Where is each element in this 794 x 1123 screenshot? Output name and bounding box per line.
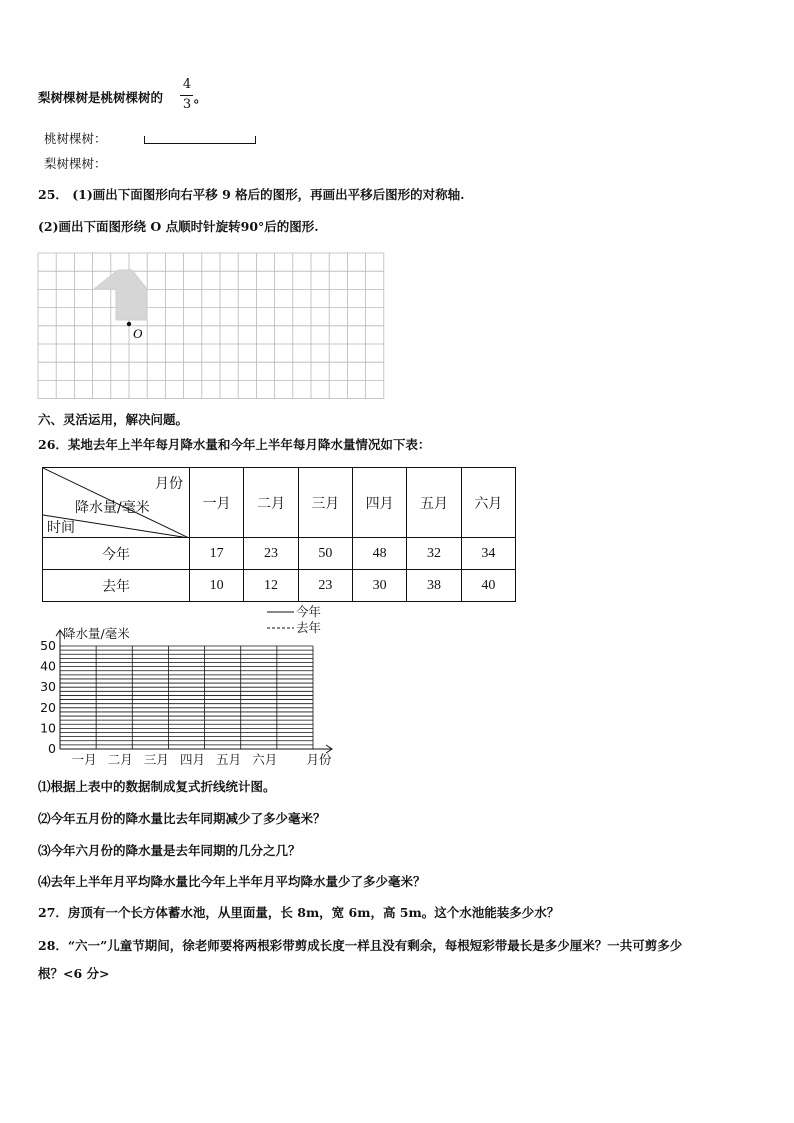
table-cell: 30 [352,570,406,602]
table-cell: 23 [244,538,298,570]
month-header: 一月 [190,468,244,538]
point-o [127,322,131,326]
legend-label: 去年 [296,620,322,635]
peach-answer-blank[interactable] [144,136,256,144]
q25-line2: (2)画出下面图形绕 O 点顺时针旋转90°后的图形. [38,219,319,234]
y-tick-label: 50 [40,638,56,653]
y-axis-label: 降水量/毫米 [63,626,130,641]
table-cell: 34 [461,538,515,570]
y-tick-label: 30 [40,679,56,695]
table-cell: 10 [190,570,244,602]
q26-intro: 26．某地去年上半年每月降水量和今年上半年每月降水量情况如下表： [38,437,431,452]
line-chart[interactable] [36,605,336,770]
q25-line1: 25． (1)画出下面图形向右平移 9 格后的图形，再画出平移后图形的对称轴. [38,187,465,202]
rainfall-table [42,467,516,602]
row-label: 去年 [43,570,190,602]
fraction-bar [180,95,193,96]
y-tick-label: 40 [40,658,56,674]
legend-label: 今年 [296,605,322,619]
q26-sub4: ⑷去年上半年月平均降水量比今年上半年月平均降水量少了多少毫米？ [38,874,426,889]
month-header: 四月 [352,468,406,538]
x-tick-label: 五月 [216,752,242,767]
q28-line2: 根？<6 分> [38,966,110,981]
arrow-shape [94,270,147,320]
table-cell: 23 [298,570,352,602]
table-row [43,538,516,570]
section-heading: 六、灵活运用，解决问题。 [38,412,189,427]
table-row [43,570,516,602]
table-cell: 48 [352,538,406,570]
table-cell: 32 [407,538,461,570]
y-tick-label: 0 [48,741,56,756]
x-tick-label: 六月 [252,752,278,767]
corner-time: 时间 [47,520,75,536]
table-cell: 17 [190,538,244,570]
table-corner-cell [43,468,190,538]
q26-sub2: ⑵今年五月份的降水量比去年同期减少了多少毫米？ [38,811,326,826]
point-o-label: O [133,326,143,341]
corner-month: 月份 [155,476,183,492]
x-tick-label: 三月 [143,752,169,767]
corner-rain: 降水量/毫米 [75,500,150,516]
q26-sub3: ⑶今年六月份的降水量是去年同期的几分之几？ [38,843,301,858]
x-axis-label: 月份 [306,752,332,767]
table-cell: 38 [407,570,461,602]
fraction-numerator: 4 [182,77,192,92]
y-tick-label: 10 [40,720,56,736]
y-tick-label: 20 [40,699,56,715]
q26-sub1: ⑴根据上表中的数据制成复式折线统计图。 [38,779,276,794]
table-cell: 40 [461,570,515,602]
fraction-denominator: 3 [182,97,192,112]
month-header: 二月 [244,468,298,538]
drawing-grid[interactable] [36,251,388,399]
q24-line: 梨树棵树是桃树棵树的 [38,90,164,105]
q27-text: 27．房顶有一个长方体蓄水池，从里面量，长 8m，宽 6m，高 5m。这个水池能装多少水？ [38,905,560,920]
month-header: 三月 [298,468,352,538]
x-tick-label: 二月 [107,752,133,767]
q28-line1: 28．“六一”儿童节期间，徐老师要将两根彩带剪成长度一样且没有剩余，每根短彩带最长是多少厘米？一共可剪多少 [38,938,683,953]
x-tick-label: 四月 [179,752,206,767]
month-header: 六月 [461,468,515,538]
peach-label: 桃树棵树： [44,131,107,146]
x-tick-label: 一月 [71,752,97,767]
row-label: 今年 [43,538,190,570]
table-cell: 12 [244,570,298,602]
pear-label: 梨树棵树： [44,156,107,171]
q24-period: 。 [194,90,207,105]
table-cell: 50 [298,538,352,570]
month-header: 五月 [407,468,461,538]
